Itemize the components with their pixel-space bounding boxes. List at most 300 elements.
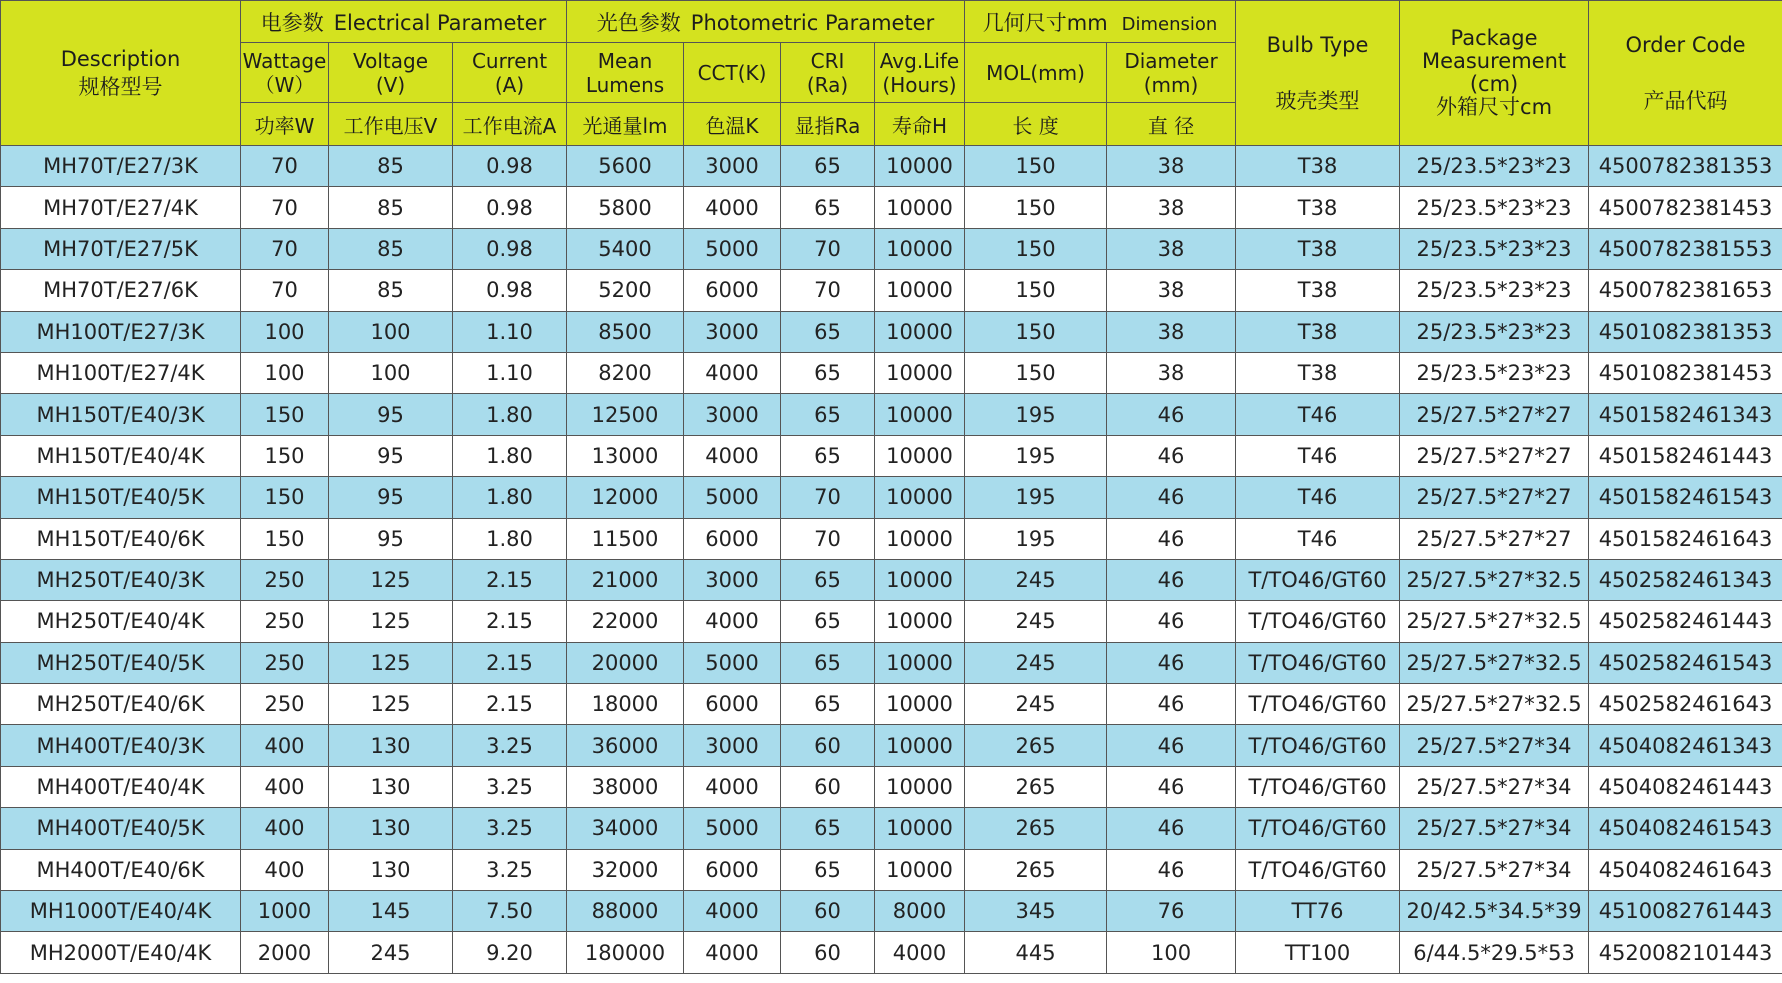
header-life-cn: 寿命H (875, 103, 965, 146)
cell-order-code: 4504082461343 (1589, 725, 1782, 766)
cell-description: MH150T/E40/5K (1, 477, 241, 518)
cell-bulb-type: T/TO46/GT60 (1236, 601, 1400, 642)
cell-package: 25/27.5*27*27 (1400, 394, 1589, 435)
cell-cri: 70 (781, 477, 875, 518)
cell-cri: 60 (781, 725, 875, 766)
cell-cri: 60 (781, 766, 875, 807)
cell-order-code: 4501082381453 (1589, 352, 1782, 393)
cell-description: MH400T/E40/4K (1, 766, 241, 807)
cell-cct: 6000 (684, 518, 781, 559)
cell-voltage: 85 (329, 146, 453, 187)
cell-bulb-type: T38 (1236, 270, 1400, 311)
cell-cct: 5000 (684, 477, 781, 518)
cell-bulb-type: T/TO46/GT60 (1236, 684, 1400, 725)
cell-package: 25/27.5*27*34 (1400, 849, 1589, 890)
cell-cct: 4000 (684, 766, 781, 807)
cell-cct: 4000 (684, 352, 781, 393)
cell-cct: 6000 (684, 684, 781, 725)
cell-description: MH2000T/E40/4K (1, 932, 241, 973)
header-wattage: Wattage （W） (241, 43, 329, 103)
cell-diameter: 38 (1107, 311, 1236, 352)
cell-lumens: 5400 (567, 228, 684, 269)
table-row (1, 559, 1782, 600)
cell-wattage: 70 (241, 187, 329, 228)
cell-cct: 5000 (684, 808, 781, 849)
cell-mol: 195 (965, 394, 1107, 435)
cell-current: 1.10 (453, 311, 567, 352)
cell-voltage: 95 (329, 518, 453, 559)
cell-order-code: 4502582461643 (1589, 684, 1782, 725)
cell-wattage: 400 (241, 849, 329, 890)
cell-wattage: 70 (241, 270, 329, 311)
cell-cri: 65 (781, 187, 875, 228)
cell-description: MH250T/E40/4K (1, 601, 241, 642)
cell-package: 25/27.5*27*27 (1400, 518, 1589, 559)
cell-life: 10000 (875, 642, 965, 683)
cell-voltage: 130 (329, 766, 453, 807)
cell-lumens: 5200 (567, 270, 684, 311)
cell-mol: 265 (965, 725, 1107, 766)
cell-mol: 445 (965, 932, 1107, 973)
cell-diameter: 46 (1107, 684, 1236, 725)
cell-wattage: 250 (241, 684, 329, 725)
cell-diameter: 46 (1107, 808, 1236, 849)
cell-package: 25/27.5*27*32.5 (1400, 684, 1589, 725)
cell-diameter: 46 (1107, 477, 1236, 518)
cell-description: MH250T/E40/3K (1, 559, 241, 600)
table-row (1, 228, 1782, 269)
cell-order-code: 4520082101443 (1589, 932, 1782, 973)
cell-cri: 65 (781, 601, 875, 642)
cell-package: 25/27.5*27*34 (1400, 725, 1589, 766)
table-header (1, 1, 1782, 146)
cell-description: MH400T/E40/3K (1, 725, 241, 766)
cell-cct: 3000 (684, 725, 781, 766)
table-row (1, 766, 1782, 807)
cell-cri: 65 (781, 311, 875, 352)
cell-lumens: 34000 (567, 808, 684, 849)
cell-description: MH250T/E40/6K (1, 684, 241, 725)
header-voltage: Voltage (V) (329, 43, 453, 103)
cell-wattage: 150 (241, 394, 329, 435)
cell-description: MH400T/E40/6K (1, 849, 241, 890)
cell-bulb-type: T/TO46/GT60 (1236, 725, 1400, 766)
cell-current: 2.15 (453, 601, 567, 642)
cell-bulb-type: T46 (1236, 394, 1400, 435)
cell-voltage: 125 (329, 684, 453, 725)
cell-mol: 150 (965, 311, 1107, 352)
cell-life: 8000 (875, 891, 965, 932)
table-row (1, 891, 1782, 932)
cell-description: MH250T/E40/5K (1, 642, 241, 683)
cell-cct: 4000 (684, 435, 781, 476)
table-row (1, 601, 1782, 642)
cell-bulb-type: T38 (1236, 311, 1400, 352)
cell-order-code: 4500782381553 (1589, 228, 1782, 269)
cell-current: 1.80 (453, 477, 567, 518)
cell-diameter: 46 (1107, 849, 1236, 890)
cell-cct: 3000 (684, 394, 781, 435)
cell-bulb-type: T46 (1236, 477, 1400, 518)
cell-package: 25/27.5*27*32.5 (1400, 642, 1589, 683)
cell-voltage: 245 (329, 932, 453, 973)
table-row (1, 146, 1782, 187)
cell-order-code: 4501582461543 (1589, 477, 1782, 518)
cell-lumens: 5600 (567, 146, 684, 187)
cell-current: 3.25 (453, 766, 567, 807)
cell-diameter: 38 (1107, 270, 1236, 311)
cell-bulb-type: T38 (1236, 352, 1400, 393)
cell-diameter: 38 (1107, 228, 1236, 269)
header-mol-cn: 长 度 (965, 103, 1107, 146)
cell-life: 4000 (875, 932, 965, 973)
cell-voltage: 125 (329, 601, 453, 642)
cell-wattage: 150 (241, 518, 329, 559)
cell-wattage: 1000 (241, 891, 329, 932)
cell-cri: 65 (781, 642, 875, 683)
cell-life: 10000 (875, 352, 965, 393)
cell-diameter: 46 (1107, 725, 1236, 766)
cell-package: 25/23.5*23*23 (1400, 146, 1589, 187)
cell-voltage: 95 (329, 394, 453, 435)
cell-cri: 60 (781, 932, 875, 973)
cell-bulb-type: T38 (1236, 146, 1400, 187)
cell-mol: 150 (965, 228, 1107, 269)
cell-order-code: 4500782381353 (1589, 146, 1782, 187)
cell-mol: 265 (965, 849, 1107, 890)
header-cct-cn: 色温K (684, 103, 781, 146)
cell-bulb-type: T38 (1236, 187, 1400, 228)
cell-order-code: 4504082461543 (1589, 808, 1782, 849)
cell-order-code: 4500782381453 (1589, 187, 1782, 228)
cell-lumens: 22000 (567, 601, 684, 642)
cell-current: 0.98 (453, 187, 567, 228)
cell-mol: 150 (965, 270, 1107, 311)
cell-life: 10000 (875, 146, 965, 187)
cell-lumens: 38000 (567, 766, 684, 807)
cell-life: 10000 (875, 849, 965, 890)
cell-diameter: 46 (1107, 394, 1236, 435)
table-row (1, 642, 1782, 683)
header-mol: MOL(mm) (965, 43, 1107, 103)
cell-bulb-type: T/TO46/GT60 (1236, 849, 1400, 890)
cell-lumens: 12000 (567, 477, 684, 518)
cell-description: MH70T/E27/3K (1, 146, 241, 187)
header-dimension-group: 几何尺寸mm Dimension (965, 1, 1236, 43)
cell-cri: 65 (781, 559, 875, 600)
cell-package: 25/27.5*27*27 (1400, 477, 1589, 518)
cell-cct: 3000 (684, 146, 781, 187)
cell-cri: 70 (781, 518, 875, 559)
table-row (1, 394, 1782, 435)
cell-cct: 5000 (684, 228, 781, 269)
cell-life: 10000 (875, 270, 965, 311)
cell-mol: 265 (965, 766, 1107, 807)
cell-lumens: 8200 (567, 352, 684, 393)
cell-cct: 3000 (684, 311, 781, 352)
cell-order-code: 4504082461643 (1589, 849, 1782, 890)
header-lumens-cn: 光通量lm (567, 103, 684, 146)
cell-package: 25/23.5*23*23 (1400, 311, 1589, 352)
cell-lumens: 5800 (567, 187, 684, 228)
cell-cri: 70 (781, 270, 875, 311)
table-row (1, 435, 1782, 476)
cell-mol: 195 (965, 435, 1107, 476)
cell-wattage: 2000 (241, 932, 329, 973)
cell-life: 10000 (875, 684, 965, 725)
cell-lumens: 12500 (567, 394, 684, 435)
cell-description: MH150T/E40/6K (1, 518, 241, 559)
cell-bulb-type: T38 (1236, 228, 1400, 269)
table-body (1, 146, 1782, 974)
cell-mol: 195 (965, 518, 1107, 559)
cell-mol: 265 (965, 808, 1107, 849)
cell-life: 10000 (875, 435, 965, 476)
cell-wattage: 250 (241, 642, 329, 683)
cell-current: 3.25 (453, 725, 567, 766)
cell-bulb-type: T/TO46/GT60 (1236, 766, 1400, 807)
cell-cri: 65 (781, 684, 875, 725)
cell-wattage: 400 (241, 808, 329, 849)
cell-voltage: 125 (329, 559, 453, 600)
cell-voltage: 145 (329, 891, 453, 932)
cell-current: 3.25 (453, 849, 567, 890)
cell-description: MH100T/E27/3K (1, 311, 241, 352)
table-row (1, 684, 1782, 725)
header-lumens: Mean Lumens (567, 43, 684, 103)
table-row (1, 270, 1782, 311)
cell-wattage: 100 (241, 352, 329, 393)
cell-diameter: 46 (1107, 518, 1236, 559)
cell-bulb-type: T/TO46/GT60 (1236, 642, 1400, 683)
cell-lumens: 32000 (567, 849, 684, 890)
table-row (1, 187, 1782, 228)
cell-bulb-type: T/TO46/GT60 (1236, 559, 1400, 600)
cell-diameter: 38 (1107, 146, 1236, 187)
cell-cri: 65 (781, 808, 875, 849)
cell-life: 10000 (875, 394, 965, 435)
cell-cri: 65 (781, 394, 875, 435)
cell-life: 10000 (875, 808, 965, 849)
table-row (1, 849, 1782, 890)
header-bulb-type: Bulb Type 玻壳类型 (1236, 1, 1400, 146)
cell-package: 25/23.5*23*23 (1400, 352, 1589, 393)
cell-diameter: 76 (1107, 891, 1236, 932)
header-electrical-group: 电参数 Electrical Parameter (241, 1, 567, 43)
cell-cct: 5000 (684, 642, 781, 683)
cell-diameter: 100 (1107, 932, 1236, 973)
cell-package: 25/27.5*27*32.5 (1400, 601, 1589, 642)
cell-description: MH70T/E27/6K (1, 270, 241, 311)
cell-lumens: 18000 (567, 684, 684, 725)
cell-description: MH70T/E27/5K (1, 228, 241, 269)
cell-cri: 70 (781, 228, 875, 269)
table-row (1, 311, 1782, 352)
cell-description: MH1000T/E40/4K (1, 891, 241, 932)
header-diameter: Diameter (mm) (1107, 43, 1236, 103)
cell-life: 10000 (875, 228, 965, 269)
header-diameter-cn: 直 径 (1107, 103, 1236, 146)
cell-cri: 65 (781, 146, 875, 187)
cell-wattage: 150 (241, 435, 329, 476)
cell-lumens: 180000 (567, 932, 684, 973)
cell-description: MH150T/E40/4K (1, 435, 241, 476)
cell-description: MH70T/E27/4K (1, 187, 241, 228)
cell-voltage: 95 (329, 435, 453, 476)
table-row (1, 725, 1782, 766)
cell-package: 25/27.5*27*32.5 (1400, 559, 1589, 600)
cell-cri: 65 (781, 849, 875, 890)
cell-cct: 4000 (684, 601, 781, 642)
cell-bulb-type: T46 (1236, 518, 1400, 559)
cell-wattage: 100 (241, 311, 329, 352)
header-order-code: Order Code 产品代码 (1589, 1, 1782, 146)
cell-package: 25/27.5*27*34 (1400, 766, 1589, 807)
cell-current: 0.98 (453, 146, 567, 187)
cell-order-code: 4501582461443 (1589, 435, 1782, 476)
cell-current: 2.15 (453, 642, 567, 683)
cell-order-code: 4502582461443 (1589, 601, 1782, 642)
cell-diameter: 38 (1107, 187, 1236, 228)
cell-diameter: 38 (1107, 352, 1236, 393)
table-row (1, 932, 1782, 973)
cell-lumens: 8500 (567, 311, 684, 352)
cell-diameter: 46 (1107, 559, 1236, 600)
cell-bulb-type: TT100 (1236, 932, 1400, 973)
cell-voltage: 130 (329, 725, 453, 766)
cell-wattage: 70 (241, 228, 329, 269)
cell-bulb-type: TT76 (1236, 891, 1400, 932)
cell-package: 20/42.5*34.5*39 (1400, 891, 1589, 932)
cell-lumens: 88000 (567, 891, 684, 932)
cell-mol: 245 (965, 642, 1107, 683)
cell-current: 2.15 (453, 684, 567, 725)
cell-package: 25/27.5*27*27 (1400, 435, 1589, 476)
cell-cct: 3000 (684, 559, 781, 600)
cell-life: 10000 (875, 187, 965, 228)
cell-wattage: 250 (241, 601, 329, 642)
cell-package: 25/23.5*23*23 (1400, 187, 1589, 228)
cell-description: MH100T/E27/4K (1, 352, 241, 393)
cell-lumens: 21000 (567, 559, 684, 600)
cell-wattage: 250 (241, 559, 329, 600)
cell-diameter: 46 (1107, 642, 1236, 683)
cell-voltage: 85 (329, 187, 453, 228)
cell-mol: 150 (965, 146, 1107, 187)
cell-mol: 245 (965, 559, 1107, 600)
cell-order-code: 4502582461543 (1589, 642, 1782, 683)
cell-order-code: 4510082761443 (1589, 891, 1782, 932)
cell-voltage: 85 (329, 270, 453, 311)
cell-order-code: 4500782381653 (1589, 270, 1782, 311)
cell-current: 1.80 (453, 435, 567, 476)
cell-mol: 245 (965, 601, 1107, 642)
cell-voltage: 85 (329, 228, 453, 269)
cell-lumens: 13000 (567, 435, 684, 476)
cell-bulb-type: T/TO46/GT60 (1236, 808, 1400, 849)
cell-cri: 65 (781, 352, 875, 393)
cell-current: 1.80 (453, 518, 567, 559)
cell-current: 0.98 (453, 270, 567, 311)
cell-diameter: 46 (1107, 601, 1236, 642)
cell-voltage: 130 (329, 808, 453, 849)
cell-life: 10000 (875, 601, 965, 642)
cell-package: 25/23.5*23*23 (1400, 228, 1589, 269)
header-cct: CCT(K) (684, 43, 781, 103)
table-row (1, 808, 1782, 849)
header-cri-cn: 显指Ra (781, 103, 875, 146)
cell-cct: 6000 (684, 849, 781, 890)
header-description: Description 规格型号 (1, 1, 241, 146)
header-cri: CRI (Ra) (781, 43, 875, 103)
cell-bulb-type: T46 (1236, 435, 1400, 476)
header-current-cn: 工作电流A (453, 103, 567, 146)
header-package: Package Measurement (cm) 外箱尺寸cm (1400, 1, 1589, 146)
cell-wattage: 150 (241, 477, 329, 518)
cell-order-code: 4504082461443 (1589, 766, 1782, 807)
cell-life: 10000 (875, 559, 965, 600)
cell-cct: 6000 (684, 270, 781, 311)
cell-order-code: 4501082381353 (1589, 311, 1782, 352)
cell-order-code: 4501582461343 (1589, 394, 1782, 435)
cell-mol: 195 (965, 477, 1107, 518)
cell-package: 25/27.5*27*34 (1400, 808, 1589, 849)
cell-current: 7.50 (453, 891, 567, 932)
cell-current: 9.20 (453, 932, 567, 973)
cell-life: 10000 (875, 725, 965, 766)
cell-life: 10000 (875, 518, 965, 559)
cell-diameter: 46 (1107, 766, 1236, 807)
cell-life: 10000 (875, 311, 965, 352)
cell-wattage: 400 (241, 725, 329, 766)
cell-wattage: 70 (241, 146, 329, 187)
cell-voltage: 130 (329, 849, 453, 890)
cell-cri: 65 (781, 435, 875, 476)
header-photometric-group: 光色参数 Photometric Parameter (567, 1, 965, 43)
cell-cri: 60 (781, 891, 875, 932)
cell-voltage: 100 (329, 352, 453, 393)
cell-mol: 245 (965, 684, 1107, 725)
cell-lumens: 36000 (567, 725, 684, 766)
cell-lumens: 11500 (567, 518, 684, 559)
header-current: Current (A) (453, 43, 567, 103)
table-row (1, 518, 1782, 559)
cell-description: MH150T/E40/3K (1, 394, 241, 435)
header-voltage-cn: 工作电压V (329, 103, 453, 146)
cell-voltage: 95 (329, 477, 453, 518)
cell-current: 3.25 (453, 808, 567, 849)
cell-cct: 4000 (684, 187, 781, 228)
header-wattage-cn: 功率W (241, 103, 329, 146)
cell-cct: 4000 (684, 932, 781, 973)
cell-mol: 345 (965, 891, 1107, 932)
header-life: Avg.Life (Hours) (875, 43, 965, 103)
table-row (1, 352, 1782, 393)
cell-current: 1.80 (453, 394, 567, 435)
cell-life: 10000 (875, 477, 965, 518)
cell-current: 0.98 (453, 228, 567, 269)
cell-description: MH400T/E40/5K (1, 808, 241, 849)
cell-mol: 150 (965, 352, 1107, 393)
cell-package: 6/44.5*29.5*53 (1400, 932, 1589, 973)
cell-order-code: 4502582461343 (1589, 559, 1782, 600)
cell-package: 25/23.5*23*23 (1400, 270, 1589, 311)
cell-diameter: 46 (1107, 435, 1236, 476)
cell-wattage: 400 (241, 766, 329, 807)
cell-order-code: 4501582461643 (1589, 518, 1782, 559)
cell-current: 2.15 (453, 559, 567, 600)
cell-cct: 4000 (684, 891, 781, 932)
